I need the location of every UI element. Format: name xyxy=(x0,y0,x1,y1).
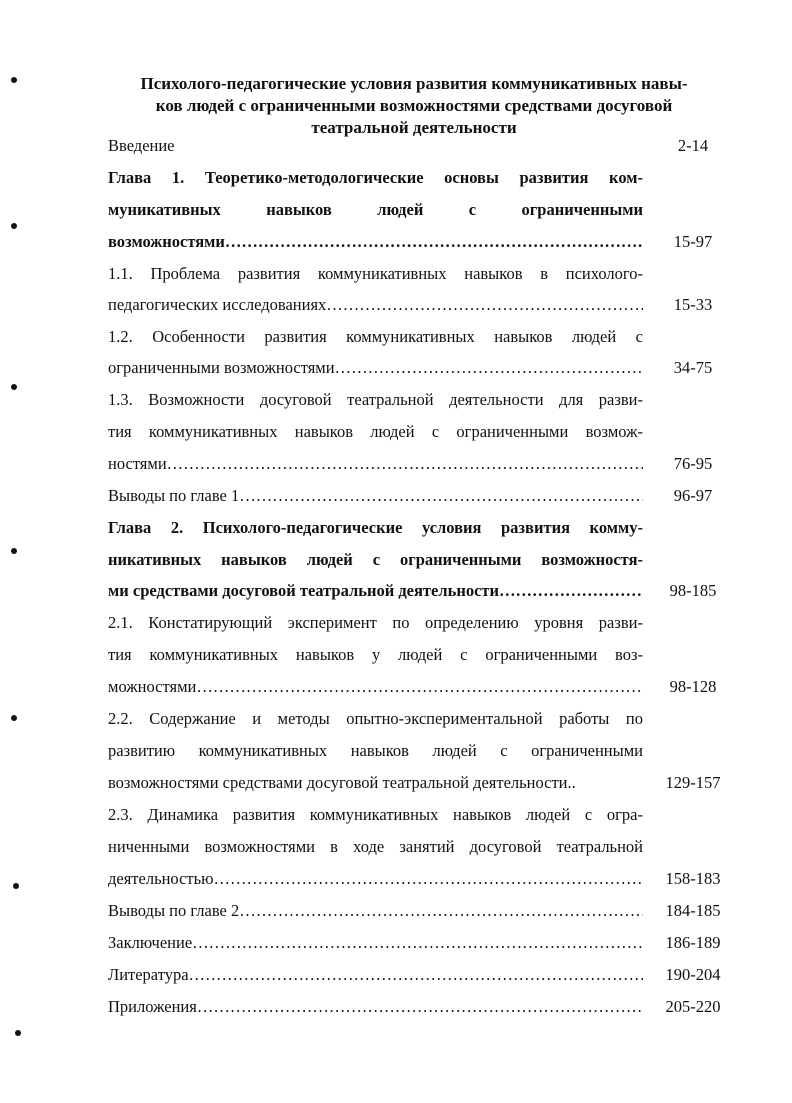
toc-label: можностями xyxy=(108,677,197,696)
leader-dots xyxy=(225,228,643,256)
punch-mark xyxy=(11,715,17,721)
leader-dots xyxy=(499,577,643,605)
toc-chapter-heading: муникативных навыков людей с ограниченными xyxy=(108,200,643,219)
toc-page-range: 2-14 xyxy=(677,136,709,155)
punch-mark xyxy=(11,384,17,390)
toc-label: ограниченными возможностями xyxy=(108,358,335,377)
toc-page-range: 15-33 xyxy=(673,295,713,314)
punch-mark xyxy=(11,223,17,229)
toc-section xyxy=(108,865,643,893)
toc-section: 1.3. Возможности досуговой театральной деятельности для разви- xyxy=(108,390,643,409)
toc-label: Выводы по главе 2 xyxy=(108,901,240,920)
toc-chapter-heading xyxy=(108,577,643,605)
toc-page-range: 98-128 xyxy=(669,677,717,696)
toc-page-range: 76-95 xyxy=(673,454,713,473)
title-line: ков людей с ограниченными возможностями средствами досуговой xyxy=(155,96,673,115)
toc-chapter-heading: Глава 2. Психолого-педагогические условия развития комму- xyxy=(108,518,643,537)
toc-entry-intro xyxy=(108,132,643,160)
leader-dots xyxy=(192,929,643,957)
toc-entry-literature xyxy=(108,961,643,989)
leader-dots xyxy=(167,450,643,478)
leader-dots xyxy=(196,673,643,701)
leader-dots xyxy=(213,865,643,893)
toc-entry-conclusion xyxy=(108,929,643,957)
punch-mark xyxy=(13,883,19,889)
toc-label: деятельностью xyxy=(108,869,214,888)
toc-label: ми средствами досуговой театральной деятельности xyxy=(108,581,500,600)
leader-dots xyxy=(239,482,643,510)
document-title xyxy=(100,73,728,139)
punch-mark xyxy=(11,548,17,554)
toc-chapter-heading: никативных навыков людей с ограниченными возможностя- xyxy=(108,550,643,569)
toc-page-range: 158-183 xyxy=(665,869,721,888)
title-line: Психолого-педагогические условия развития коммуникативных навы- xyxy=(140,74,688,93)
toc-page-range: 34-75 xyxy=(673,358,713,377)
toc-section: тия коммуникативных навыков людей с ограниченными возмож- xyxy=(108,422,643,441)
toc-page-range: 205-220 xyxy=(665,997,721,1016)
toc-section: 1.1. Проблема развития коммуникативных навыков в психолого- xyxy=(108,264,643,283)
toc-page-range: 190-204 xyxy=(665,965,721,984)
toc-page-range: 186-189 xyxy=(665,933,721,952)
toc-section xyxy=(108,673,643,701)
toc-section xyxy=(108,450,643,478)
toc-section: тия коммуникативных навыков у людей с ограниченными воз- xyxy=(108,645,643,664)
toc-label: Литература xyxy=(108,965,189,984)
toc-label: Заключение xyxy=(108,933,193,952)
toc-section: 2.3. Динамика развития коммуникативных навыков людей с огра- xyxy=(108,805,643,824)
toc-section: 1.2. Особенности развития коммуникативных навыков людей с xyxy=(108,327,643,346)
toc-label: Приложения xyxy=(108,997,197,1016)
toc-label: возможностями xyxy=(108,232,225,251)
toc-section: развитию коммуникативных навыков людей с ограниченными xyxy=(108,741,643,760)
toc-label: Выводы по главе 1 xyxy=(108,486,240,505)
toc-page-range: 98-185 xyxy=(669,581,717,600)
toc-label: ностями xyxy=(108,454,167,473)
toc-section: ниченными возможностями в ходе занятий досуговой театральной xyxy=(108,837,643,856)
toc-page-range: 96-97 xyxy=(673,486,713,505)
leader-dots xyxy=(239,897,643,925)
toc-label: Введение xyxy=(108,136,175,155)
leader-dots xyxy=(335,354,643,382)
toc-page-range: 15-97 xyxy=(673,232,713,251)
toc-section: возможностями средствами досуговой театральной деятельности.. xyxy=(108,773,576,792)
toc-section xyxy=(108,291,643,319)
toc-entry-appendices xyxy=(108,993,643,1021)
toc-chapter-heading xyxy=(108,228,643,256)
leader-dots xyxy=(197,993,643,1021)
toc-label: педагогических исследованиях xyxy=(108,295,327,314)
punch-mark xyxy=(11,77,17,83)
toc-entry-conclusions-1 xyxy=(108,482,643,510)
toc-entry-conclusions-2 xyxy=(108,897,643,925)
toc-chapter-heading: Глава 1. Теоретико-методологические основы развития ком- xyxy=(108,168,643,187)
title-line: театральной деятельности xyxy=(311,118,517,137)
toc-section: 2.2. Содержание и методы опытно-экспериментальной работы по xyxy=(108,709,643,728)
toc-section: 2.1. Констатирующий эксперимент по определению уровня разви- xyxy=(108,613,643,632)
leader-dots xyxy=(189,961,643,989)
toc-section xyxy=(108,354,643,382)
punch-mark xyxy=(15,1030,21,1036)
leader-dots xyxy=(326,291,643,319)
toc-page-range: 184-185 xyxy=(665,901,721,920)
toc-page-range: 129-157 xyxy=(665,773,721,792)
